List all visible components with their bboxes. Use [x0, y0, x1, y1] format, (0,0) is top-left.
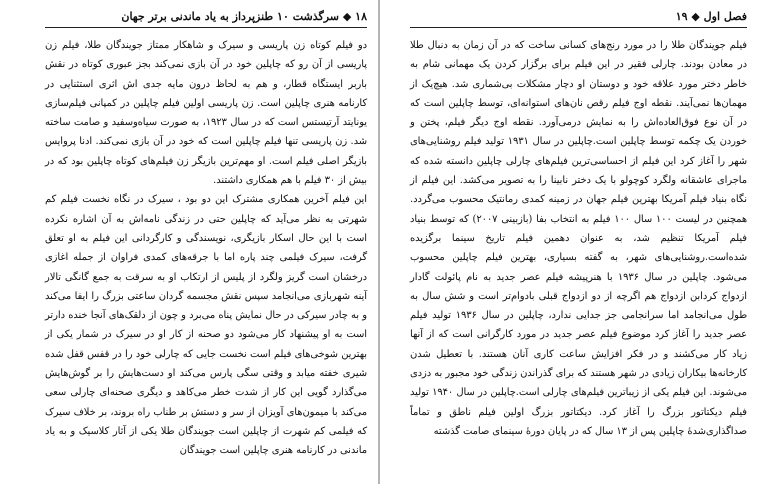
diamond-icon: ◆	[342, 9, 352, 23]
diamond-icon: ◆	[691, 9, 700, 23]
right-page-number: ۱۹	[675, 9, 688, 23]
left-page-header	[45, 6, 367, 26]
chapter-title: فصل اول	[703, 9, 747, 23]
left-paragraph-2: این فیلم آخرین همکاری مشترک این دو بود ، سیرک در نگاه نخست فیلم کم شهرتی به نظر می‌آید که چاپلین حتی در زندگی نامه‌اش به آن اشاره نکرده است با این حال اسکار بازیگری، نویسندگی و کارگردانی این فیلم به او تعلق گرفت، سیرک فیلمی چند پاره اما با جرقه‌های کمدی فراوان از جمله اغازی درخشان است گریز ولگرد از پلیس از ارتکاب او به سرقت به جمع گانگی تالار آینه شهربازی می‌انجامد سپس نقش مجسمه گردان ساعتی بزرگ را ایفا می‌کند و به چادر سیرکی در حال نمایش پناه می‌برد و چون از دلقک‌های آنجا خنده دارتر است به او پیشنهاد کار می‌شود دو صحنه از کار او در سیرک در شمار یکی از بهترین شوخی‌های فیلم است نخست جایی که چارلی خود را در قفس قفل شده شیری خفته میابد و وقتی سگی پارس می‌کند او دست‌هایش را بر گوش‌هایش می‌گذارد گویی این کار از شدت خطر می‌کاهد و دیگری صحنه‌ای چارلی سعی می‌کند با میمون‌های آویزان از سر و دستش بر طناب راه بروند، بر خلاف سیرک که فیلمی کم شهرت از چاپلین است جویندگان طلا یکی از آثار کلاسیک و به یاد ماندنی در کارنامه هنری چاپلین است جویندگان	[45, 194, 367, 457]
right-page	[380, 0, 759, 484]
right-page-header	[410, 6, 747, 26]
left-running-title: سرگذشت ۱۰ طنزپرداز به یاد ماندنی برتر جهان	[121, 9, 340, 23]
right-paragraph-1: فیلم جویندگان طلا را در مورد رنج‌های کسانی ساخت که در آن زمان به دنبال طلا در معادن بودند. چارلی فقیر در این فیلم برای برگزار کردن یک مهمانی شام به خاطر دختر مورد علاقه خود و دوستان او دچار مشکلات بی‌شماری شد. هیچ‌یک از مهمان‌ها نمی‌آیند. نقطه اوج فیلم رقص نان‌های استوانه‌ای، توسط چاپلین است که در آن نوع فوق‌العاده‌اش را به نمایش درمی‌آورد. نقطه اوج دیگر فیلم، پختن و خوردن یک چکمه توسط چاپلین است.چاپلین در سال ۱۹۳۱ تولید فیلم روشنایی‌های شهر را آغاز کرد این فیلم از احساسی‌ترین فیلم‌های چارلی چاپلین دانسته شده که ماجرای عاشقانه ولگرد کوچولو با یک دختر نابینا را به تصویر می‌کشد. این فیلم از نگاه بنیاد فیلم آمریکا بهترین فیلم جهان در زمینه کمدی رمانتیک محسوب می‌گردد. همچنین در لیست ۱۰۰ سال ۱۰۰ فیلم به انتخاب بفا (بازبینی ۲۰۰۷) که توسط بنیاد فیلم آمریکا تنظیم شد، به عنوان دهمین فیلم تاریخ سینما برگزیده شده‌است.روشنایی‌های شهر، به گفته بسیاری، بهترین فیلم چاپلین محسوب می‌شود. چاپلین در سال ۱۹۳۶ با هنرپیشه فیلم عصر جدید به نام پائولت گادار ازدواج کردابن ازدواج هم اگرچه از دو ازدواج قبلی بادوام‌تر است و شش سال به طول می‌انجامد اما سرانجامی جز جدایی ندارد، چاپلین در سال ۱۹۳۶ تولید فیلم عصر جدید را آغاز کرد موضوع فیلم عصر جدید در مورد کارگرانی است که از آنها زیاد کار می‌کشند و در فکر افزایش ساعت کاری آنان هستند. با تعطیل شدن کارخانه‌ها بیکاران زیادی در شهر هستند که برای گذراندن زندگی خود مجبور به دزدی می‌شوند. این فیلم یکی از زیباترین فیلم‌های چارلی است.چاپلین در سال ۱۹۴۰ تولید فیلم دیکتاتور بزرگ را آغاز کرد. دیکتاتور بزرگ اولین فیلم ناطق و تماماً صداگذاری‌شدهٔ چاپلین پس از ۱۳ سال که در پایان دورهٔ سینمای صامت گذشته	[410, 40, 747, 437]
right-header-group	[676, 10, 747, 23]
left-header-page-number-group	[121, 10, 367, 23]
right-header-rule	[410, 27, 747, 28]
left-page-body	[45, 36, 367, 480]
left-page	[0, 0, 379, 484]
left-paragraph-1: دو فیلم کوتاه زن پاریسی و سیرک و شاهکار ممتاز جویندگان طلا، فیلم زن پاریسی از آن رو که چاپلین خود در آن بازی نمی‌کند بجز عبوری کوتاه در نقش باربر ایستگاه قطار، و هم به لحاظ درون مایه جدی اش اثری استثنایی در کارنامه هنری چاپلین است. زن پاریسی اولین فیلم چاپلین در کمپانی فیلم‌سازی یونایتد آرتیستس است که در سال ۱۹۲۳، به صورت سیاه‌وسفید و صامت ساخته شد. زن پاریسی تنها فیلم چاپلین است که خود در آن بازی نمی‌کند. ادنا پروایس بازیگر اصلی فیلم است. او مهم‌ترین بازیگر زن فیلم‌های کوتاه چاپلین بود که در بیش از ۳۰ فیلم با هم همکاری داشتند.	[45, 40, 367, 187]
left-header-rule	[45, 27, 367, 28]
right-page-body	[410, 36, 747, 480]
left-page-number: ۱۸	[355, 9, 367, 23]
